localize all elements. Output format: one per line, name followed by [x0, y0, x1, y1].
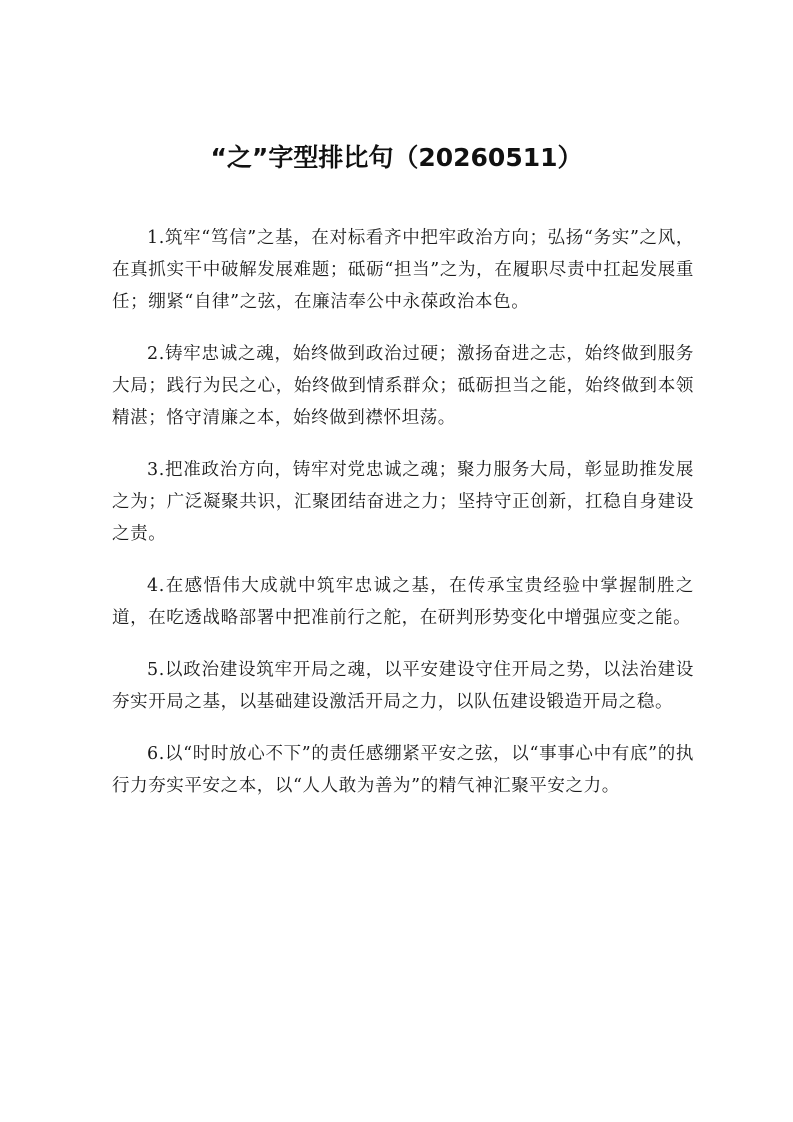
document-body — [112, 222, 694, 822]
paragraph-3: 3.把准政治方向，铸牢对党忠诚之魂；聚力服务大局，彰显助推发展之为；广泛凝聚共识，汇聚团结奋进之力；坚持守正创新，扛稳自身建设之责。 — [112, 460, 694, 544]
paragraph-1: 1.筑牢“笃信”之基，在对标看齐中把牢政治方向；弘扬“务实”之风，在真抓实干中破解发展难题；砥砺“担当”之为，在履职尽责中扛起发展重任；绷紧“自律”之弦，在廉洁奉公中永葆政治本色。 — [112, 228, 694, 312]
paragraph-6: 6.以“时时放心不下”的责任感绷紧平安之弦，以“事事心中有底”的执行力夯实平安之本，以“人人敢为善为”的精气神汇聚平安之力。 — [112, 744, 694, 796]
document-title: “之”字型排比句（20260511） — [210, 143, 583, 172]
paragraph-4: 4.在感悟伟大成就中筑牢忠诚之基，在传承宝贵经验中掌握制胜之道，在吃透战略部署中把准前行之舵，在研判形势变化中增强应变之能。 — [112, 576, 694, 628]
paragraph-2: 2.铸牢忠诚之魂，始终做到政治过硬；激扬奋进之志，始终做到服务大局；践行为民之心，始终做到情系群众；砥砺担当之能，始终做到本领精湛；恪守清廉之本，始终做到襟怀坦荡。 — [112, 344, 694, 428]
paragraph-5: 5.以政治建设筑牢开局之魂，以平安建设守住开局之势，以法治建设夯实开局之基，以基础建设激活开局之力，以队伍建设锻造开局之稳。 — [112, 660, 694, 712]
